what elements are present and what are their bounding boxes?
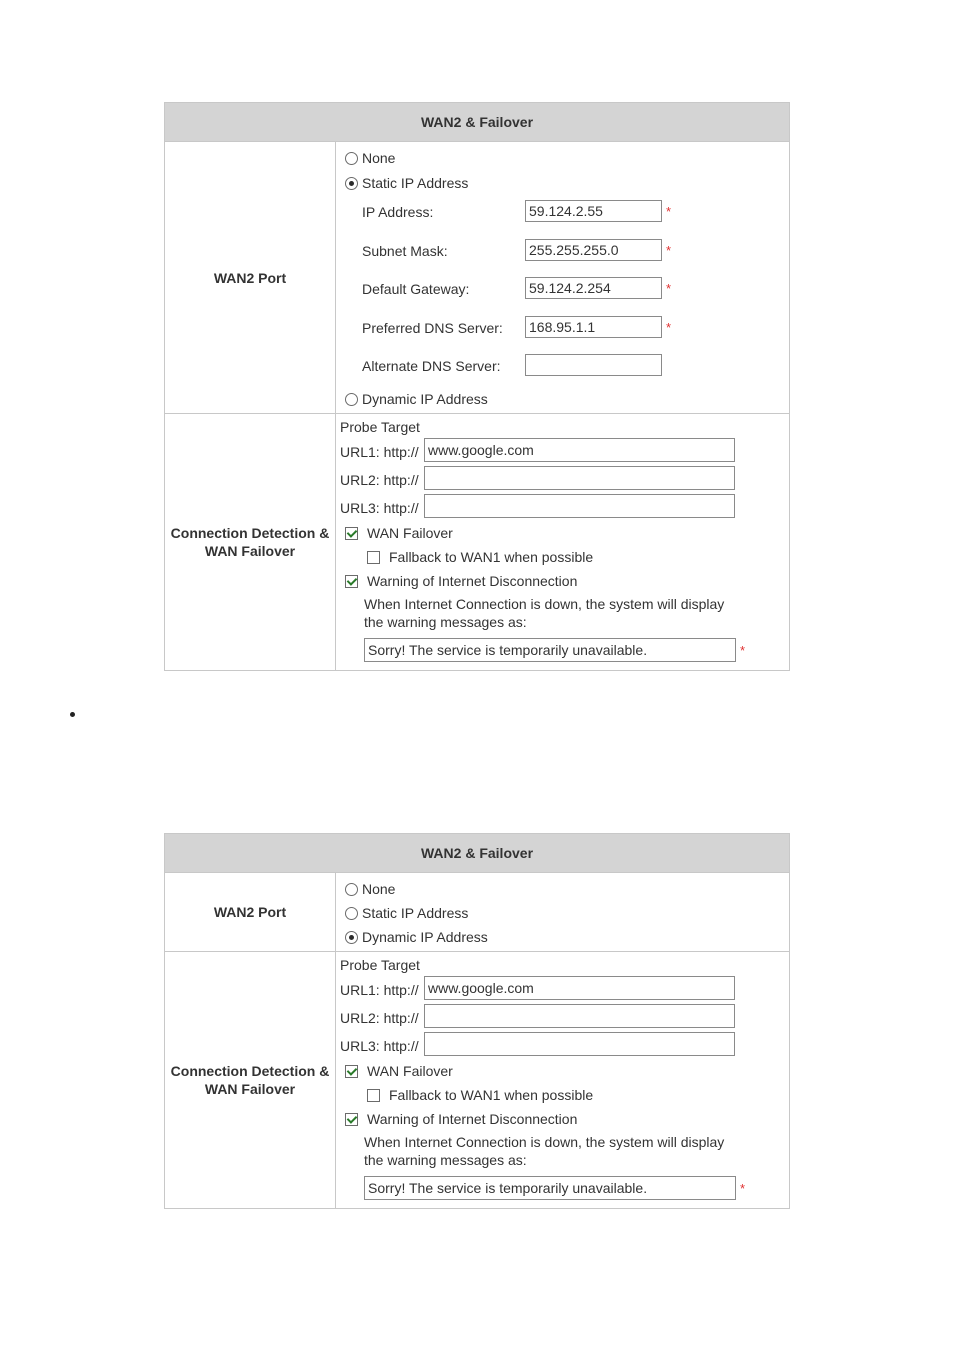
bullet-point <box>70 712 75 717</box>
wan-failover-check-icon[interactable] <box>345 527 358 540</box>
required-mark: * <box>666 243 672 258</box>
url2-label: URL2: http:// <box>340 1010 419 1026</box>
radio-static-ip-button[interactable] <box>345 907 358 920</box>
url3-label: URL3: http:// <box>340 1038 419 1054</box>
url1-label: URL1: http:// <box>340 444 419 460</box>
radio-none-button[interactable] <box>345 883 358 896</box>
warning-disconnection-checkbox[interactable]: Warning of Internet Disconnection <box>345 571 577 591</box>
fallback-check-icon[interactable] <box>367 551 380 564</box>
wan-failover-checkbox[interactable]: WAN Failover <box>345 1061 453 1081</box>
radio-dynamic-ip-button[interactable] <box>345 931 358 944</box>
radio-static-ip[interactable]: Static IP Address <box>345 903 468 923</box>
radio-none-button[interactable] <box>345 152 358 165</box>
subnet-mask-label: Subnet Mask: <box>362 243 448 259</box>
required-mark: * <box>666 204 672 219</box>
wan-failover-checkbox[interactable]: WAN Failover <box>345 523 453 543</box>
subnet-mask-input[interactable]: 255.255.255.0 <box>525 239 662 261</box>
radio-none[interactable]: None <box>345 879 395 899</box>
default-gateway-label: Default Gateway: <box>362 281 470 297</box>
url3-label: URL3: http:// <box>340 500 419 516</box>
required-mark: * <box>740 1181 746 1196</box>
url3-input[interactable] <box>424 494 735 518</box>
connection-detection-label: Connection Detection & WAN Failover <box>165 952 336 1209</box>
wan2-port-label: WAN2 Port <box>165 873 336 952</box>
connection-detection-options <box>336 414 790 671</box>
radio-dynamic-ip[interactable]: Dynamic IP Address <box>345 927 488 947</box>
connection-detection-options <box>336 952 790 1209</box>
probe-target-label: Probe Target <box>340 957 420 973</box>
wan2-port-label: WAN2 Port <box>165 142 336 414</box>
warning-message-input[interactable]: Sorry! The service is temporarily unavailable. <box>364 1176 736 1200</box>
warning-description: When Internet Connection is down, the system will display the warning messages as: <box>364 1134 725 1168</box>
url1-label: URL1: http:// <box>340 982 419 998</box>
radio-static-ip[interactable]: Static IP Address <box>345 173 468 193</box>
alternate-dns-label: Alternate DNS Server: <box>362 358 501 374</box>
connection-detection-label: Connection Detection & WAN Failover <box>165 414 336 671</box>
fallback-wan1-checkbox[interactable]: Fallback to WAN1 when possible <box>367 1085 593 1105</box>
radio-static-ip-button[interactable] <box>345 177 358 190</box>
required-mark: * <box>666 320 672 335</box>
warning-description: When Internet Connection is down, the system will display the warning messages as: <box>364 596 725 630</box>
ip-address-label: IP Address: <box>362 204 434 220</box>
wan-failover-check-icon[interactable] <box>345 1065 358 1078</box>
panel-title-text: WAN2 & Failover <box>420 845 534 861</box>
wan2-failover-panel-static <box>164 102 790 671</box>
fallback-check-icon[interactable] <box>367 1089 380 1102</box>
default-gateway-input[interactable]: 59.124.2.254 <box>525 277 662 299</box>
warning-disconnection-checkbox[interactable]: Warning of Internet Disconnection <box>345 1109 577 1129</box>
warning-check-icon[interactable] <box>345 575 358 588</box>
url3-input[interactable] <box>424 1032 735 1056</box>
radio-dynamic-ip[interactable]: Dynamic IP Address <box>345 389 488 409</box>
warning-check-icon[interactable] <box>345 1113 358 1126</box>
radio-dynamic-ip-button[interactable] <box>345 393 358 406</box>
preferred-dns-input[interactable]: 168.95.1.1 <box>525 316 662 338</box>
required-mark: * <box>740 643 746 658</box>
panel-title <box>165 103 790 142</box>
url2-label: URL2: http:// <box>340 472 419 488</box>
url1-input[interactable]: www.google.com <box>424 438 735 462</box>
probe-target-label: Probe Target <box>340 419 420 435</box>
preferred-dns-label: Preferred DNS Server: <box>362 320 503 336</box>
wan2-failover-panel-dynamic <box>164 833 790 1209</box>
panel-title-text: WAN2 & Failover <box>420 114 534 130</box>
alternate-dns-input[interactable] <box>525 354 662 376</box>
wan2-port-options <box>336 142 790 414</box>
url1-input[interactable]: www.google.com <box>424 976 735 1000</box>
fallback-wan1-checkbox[interactable]: Fallback to WAN1 when possible <box>367 547 593 567</box>
radio-none[interactable]: None <box>345 148 395 168</box>
wan2-port-options <box>336 873 790 952</box>
ip-address-input[interactable]: 59.124.2.55 <box>525 200 662 222</box>
panel-title <box>165 834 790 873</box>
url2-input[interactable] <box>424 466 735 490</box>
warning-message-input[interactable]: Sorry! The service is temporarily unavailable. <box>364 638 736 662</box>
url2-input[interactable] <box>424 1004 735 1028</box>
required-mark: * <box>666 281 672 296</box>
